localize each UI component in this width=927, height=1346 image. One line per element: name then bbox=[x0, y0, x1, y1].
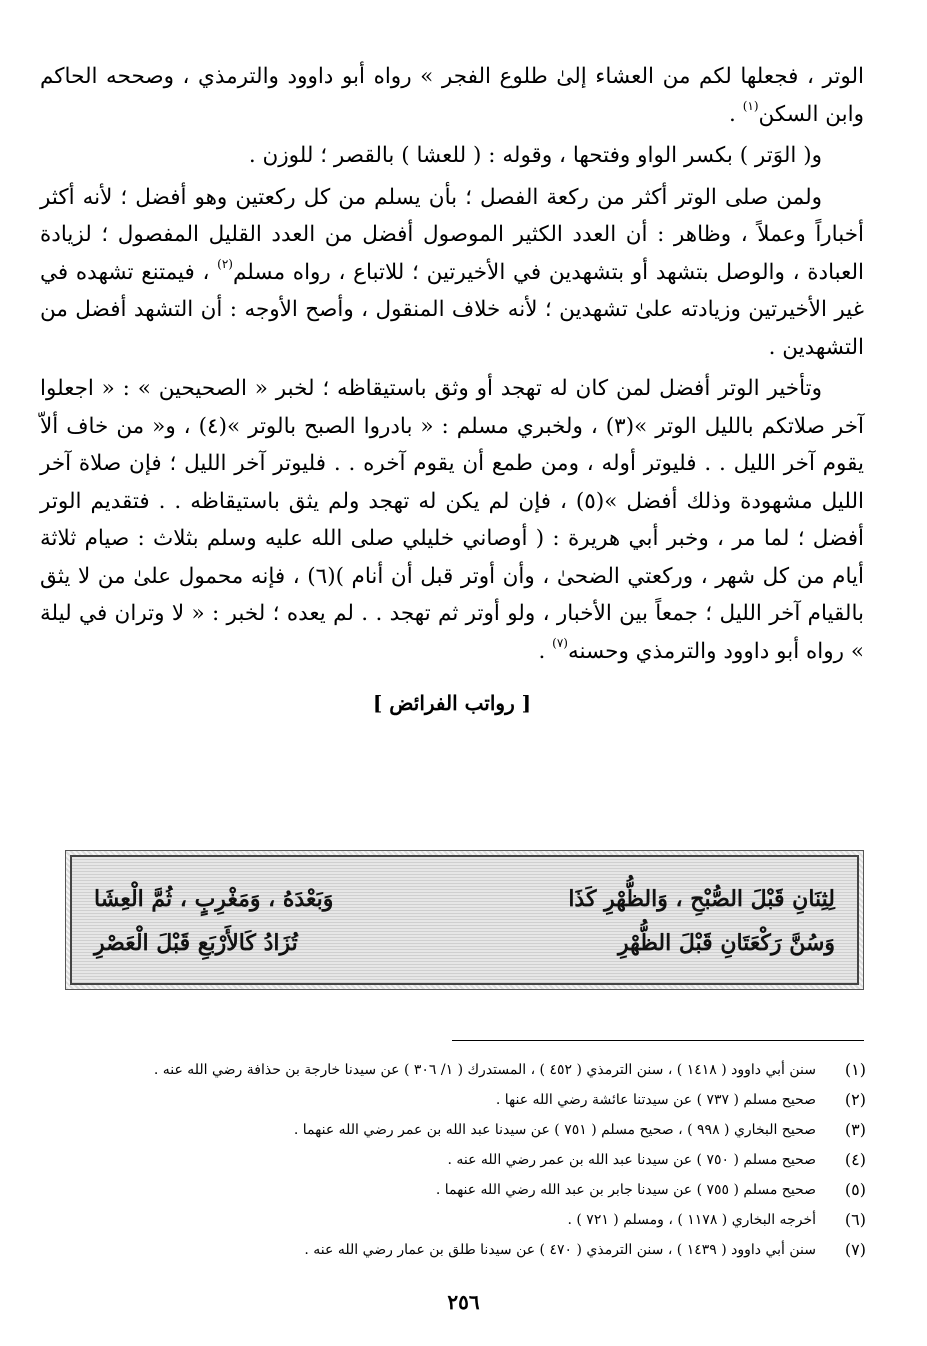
verse-first-hemistich: وَسُنَّ رَكْعَتَانِ قَبْلَ الظُّهْرِ bbox=[618, 930, 835, 956]
footnote-divider bbox=[452, 1040, 864, 1041]
footnote-text: صحيح البخاري ( ٩٩٨ ) ، صحيح مسلم ( ٧٥١ ) عن سيدنا عبد الله بن عمر رضي الله عنهما . bbox=[293, 1122, 816, 1138]
footnote-text: سنن أبي داوود ( ١٤٣٩ ) ، سنن الترمذي ( ٤٧٠ ) عن سيدنا طلق بن عمار رضي الله عنه . bbox=[304, 1242, 816, 1258]
footnote-item bbox=[40, 1115, 866, 1145]
footnote-text: صحيح مسلم ( ٧٥٥ ) عن سيدنا جابر بن عبد الله رضي الله عنهما . bbox=[435, 1182, 816, 1198]
footnote-ref-2[interactable]: (٢) bbox=[217, 257, 233, 272]
paragraph-1: الوتر ، فجعلها لكم من العشاء إلىٰ طلوع الفجر » رواه أبو داوود والترمذي ، وصححه الحاكم وابن السكن$^{(١)}$ . bbox=[40, 64, 864, 127]
footnote-text: أخرجه البخاري ( ١١٧٨ ) ، ومسلم ( ٧٢١ ) . bbox=[567, 1212, 816, 1228]
footnotes bbox=[40, 1055, 866, 1265]
verse-second-hemistich: وَبَعْدَهُ ، وَمَغْرِبٍ ، ثُمَّ الْعِشَا bbox=[94, 886, 334, 912]
main-text bbox=[40, 58, 864, 720]
page-number: ٢٥٦ bbox=[447, 1290, 480, 1314]
verse-first-hemistich: لِثِنَانِ قَبْلَ الصُّبْحِ ، وَالظُّهْرِ كَذَا bbox=[568, 886, 835, 912]
poem-verses bbox=[70, 855, 859, 985]
paragraph-4: وتأخير الوتر أفضل لمن كان له تهجد أو وثق باستيقاظه ؛ لخبر « الصحيحين » : « اجعلوا آخر صلاتكم بالليل الوتر »(٣) ، ولخبري مسلم : « بادروا الصبح بالوتر »(٤) ، و« من خاف ألاّ يقوم آخر الليل . . فليوتر أوله ، ومن طمع أن يقوم آخره . . فليوتر آخر الليل ؛ فإن صلاة آخر الليل مشهودة وذلك أفضل »(٥) ، فإن لم يكن له تهجد ولم يثق باستيقاظه . . فتقديم الوتر أفضل ؛ لما مر ، وخبر أبي هريرة : ( أوصاني خليلي صلى الله عليه وسلم بثلاث : صيام ثلاثة أيام من كل شهر ، وركعتي الضحىٰ ، وأن أوتر قبل أن أنام )(٦) ، فإنه محمول علىٰ من لا يثق بالقيام آخر الليل ؛ جمعاً بين الأخبار ، ولو أوتر ثم تهجد . . لم يعده ؛ لخبر : « لا وتران في ليلة » رواه أبو داوود والترمذي وحسنه$^{(٧)}$ . bbox=[40, 376, 865, 664]
footnote-text: سنن أبي داوود ( ١٤١٨ ) ، سنن الترمذي ( ٤٥٢ ) ، المستدرك ( ١/ ٣٠٦ ) عن سيدنا خارجة بن حذافة رضي الله عنه . bbox=[153, 1062, 816, 1078]
footnote-number: (٢) bbox=[844, 1090, 866, 1109]
footnote-number: (٣) bbox=[844, 1120, 866, 1139]
poem-frame bbox=[65, 850, 864, 990]
footnote-number: (٦) bbox=[844, 1210, 866, 1229]
paragraph-3: ولمن صلى الوتر أكثر من ركعة الفصل ؛ بأن يسلم من كل ركعتين وهو أفضل ؛ لأنه أكثر أخباراً وعملاً ، وظاهر : أن العدد الكثير الموصول أفضل من العدد القليل المفصول ؛ لزيادة العبادة ، والوصل بتشهد أو بتشهدين في الأخيرتين ؛ للاتباع ، رواه مسلم$^{(٢)}$ ، فيمتنع تشهده في غير الأخيرتين وزيادته علىٰ تشهدين ؛ لأنه خلاف المنقول ، وأصح الأوجه : أن التشهد أفضل من التشهدين . bbox=[40, 184, 865, 360]
verse-line bbox=[94, 877, 835, 921]
footnote-item bbox=[40, 1175, 866, 1205]
footnote-number: (٥) bbox=[844, 1180, 866, 1199]
footnote-ref-7[interactable]: (٧) bbox=[552, 636, 568, 651]
paragraph-2: و( الوَتر ) بكسر الواو وفتحها ، وقوله : ( للعشا ) بالقصر ؛ للوزن . bbox=[248, 143, 822, 168]
footnote-item bbox=[40, 1145, 866, 1175]
footnote-item bbox=[40, 1055, 866, 1085]
footnote-number: (٧) bbox=[844, 1240, 866, 1259]
verse-line bbox=[94, 921, 835, 965]
section-title: [ رواتب الفرائض ] bbox=[372, 691, 532, 715]
footnote-ref-1[interactable]: (١) bbox=[742, 99, 759, 114]
footnote-text: صحيح مسلم ( ٧٥٠ ) عن سيدنا عبد الله بن عمر رضي الله عنه . bbox=[447, 1152, 816, 1168]
footnote-number: (١) bbox=[844, 1060, 866, 1079]
footnote-item bbox=[40, 1235, 866, 1265]
footnote-item bbox=[40, 1085, 866, 1115]
verse-second-hemistich: تُزَادُ كَالأَرْبَعِ قَبْلَ الْعَصْرِ bbox=[94, 930, 298, 956]
footnote-number: (٤) bbox=[844, 1150, 866, 1169]
footnote-item bbox=[40, 1205, 866, 1235]
footnote-text: صحيح مسلم ( ٧٣٧ ) عن سيدتنا عائشة رضي الله عنها . bbox=[495, 1092, 816, 1108]
